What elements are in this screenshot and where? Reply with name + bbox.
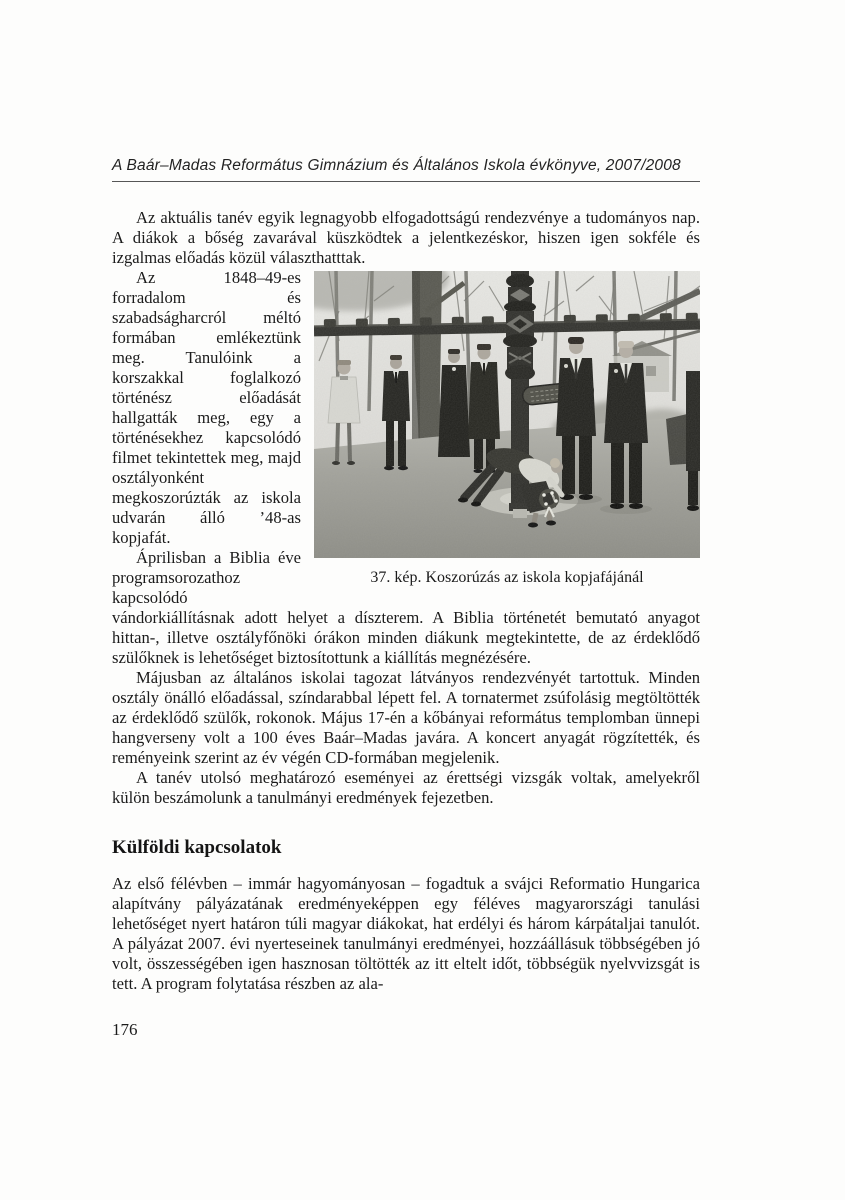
- figure-wreath-ceremony: [314, 271, 700, 587]
- section-body: [112, 874, 700, 994]
- paragraph: Az első félévben – immár hagyományosan – fogadtuk a svájci Reformatio Hungarica alapítvány pályázatának eredményeképpen egy féléves magyarországi tanulási lehetőséget nyert határon túli magyar diákokat, hat erdélyi és három kárpátaljai tanulót. A pályázat 2007. évi nyerteseinek tanulmányi eredményei, hozzáállásuk többségében jó volt, összességében igen hasznosan töltötték az itt eltelt időt, többségük nyelvvizsgát is tett. A program folytatása részben az ala-: [112, 874, 700, 993]
- article-body: [112, 208, 700, 994]
- photo-wreath-ceremony: [314, 271, 700, 558]
- photo-grain-overlay: [314, 271, 700, 558]
- figure-caption: 37. kép. Koszorúzás az iskola kopjafájánál: [370, 569, 644, 586]
- page-content: [112, 157, 700, 994]
- paragraph: A tanév utolsó meghatározó eseményei az érettségi vizsgák voltak, amelyekről külön beszámolunk a tanulmányi eredmények fejezetben.: [112, 768, 700, 807]
- page-number: 176: [112, 1020, 138, 1039]
- paragraph: Az 1848–49-es forradalom és szabadságharcról méltó formában emlékeztünk meg. Tanulóink a korszakkal foglalkozó történész előadását hallgatták meg, egy a történésekhez kapcsolódó filmet tekintettek meg, majd osztályonként megkoszorúzták az iskola udvarán álló ’48-as kopjafát.: [112, 268, 301, 547]
- section-heading: Külföldi kapcsolatok: [112, 837, 282, 858]
- paragraph: Az aktuális tanév egyik legnagyobb elfogadottságú rendezvénye a tudományos nap. A diákok a bőség zavarával küszködtek a jelentkezéskor, hiszen igen sokféle és izgalmas előadás közül választhatttak.: [112, 208, 700, 267]
- paragraph: Áprilisban a Biblia éve programsorozathoz kapcsolódó vándorkiállításnak adott helyet a díszterem. A Biblia történetét bemutató anyagot hittan-, illetve osztályfőnöki órákon minden diákunk megtekintette, de az érdeklődő szülőknek is lehetőséget biztosítottunk a kiállítás megnézésére.: [112, 548, 700, 667]
- paragraph: Májusban az általános iskolai tagozat látványos rendezvényét tartottuk. Minden osztály önálló előadással, színdarabbal lépett fel. A tornatermet zsúfolásig megtöltötték az érdeklődő szülők, rokonok. Május 17-én a kőbányai református templomban ünnepi hangverseny volt a 100 éves Baár–Madas javára. A koncert anyagát rögzítették, és reményeink szerint az év végén CD-formában megjelenik.: [112, 668, 700, 767]
- running-head: A Baár–Madas Református Gimnázium és Általános Iskola évkönyve, 2007/2008: [112, 157, 700, 182]
